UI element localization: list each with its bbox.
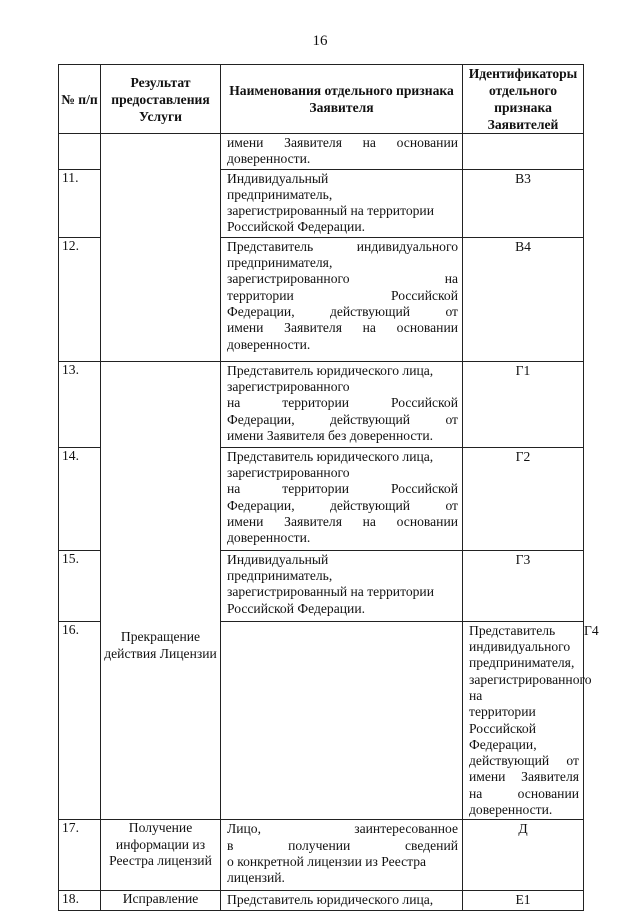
criterion-line: Представитель индивидуального [469,622,571,655]
table-row [59,134,584,170]
criterion-line: Представитель юридического лица, [227,448,434,464]
criterion-line: Представитель юридического лица, [227,362,434,378]
row-number: 16. [59,621,101,820]
header-num: № п/п [59,65,101,134]
row-number: 11. [59,169,101,237]
criterion-text [221,134,463,170]
header-row [59,65,584,134]
criterion-line: Индивидуальный [227,170,329,186]
criterion-line: имени Заявителя на основании [227,513,458,529]
table-row [59,361,584,447]
criterion-line: доверенности. [227,151,311,167]
criterion-line: имени Заявителя без доверенности. [227,427,434,443]
criterion-text [463,621,592,820]
result-termination: Прекращение действия Лицензии [101,361,221,820]
criterion-line: территории Российской [469,704,536,736]
page-number: 16 [312,33,328,49]
criterion-line: Представитель индивидуального [227,238,458,254]
identifier: Г3 [463,550,584,621]
criterion-line: на территории Российской [227,481,458,497]
criterion-text [221,820,463,891]
criterion-line: доверенности. [227,530,311,546]
criterion-line: имени Заявителя на основании [227,320,458,336]
criterion-line: Лицо, заинтересованное [227,821,458,837]
identifier: Д [463,820,584,891]
table-row [59,820,584,891]
criterion-line: территории Российской [227,287,458,303]
header-id: Идентификаторы отдельного признака Заявителей [463,65,584,134]
identifier: Г2 [463,447,584,550]
criterion-line: о конкретной лицензии из Реестра [227,853,427,869]
criterion-line: доверенности. [469,802,553,818]
applicant-criteria-table [58,64,599,911]
row-number [59,134,101,170]
table-row [59,891,584,911]
criterion-line: предприниматель, [227,568,333,584]
criterion-line: лицензий. [227,870,285,886]
row-number: 18. [59,891,101,911]
identifier: Г1 [463,361,584,447]
criterion-text [221,169,463,237]
criterion-text [221,891,463,911]
criterion-line: зарегистрированного [227,465,350,481]
criterion-line: Представитель юридического лица, [227,892,434,908]
result-cell-empty [221,621,463,820]
criterion-line: зарегистрированного на [227,271,458,287]
criterion-line: Федерации, действующий от [227,303,458,319]
row-number: 15. [59,550,101,621]
criterion-line: имени Заявителя на основании [469,769,579,801]
criterion-text [221,550,463,621]
criterion-line: зарегистрированный на территории [227,203,434,219]
identifier: Е1 [463,891,584,911]
criterion-line: Индивидуальный [227,551,329,567]
row-number: 14. [59,447,101,550]
criterion-line: зарегистрированного [227,379,350,395]
criterion-line: Федерации, действующий от [227,411,458,427]
header-name: Наименования отдельного признака Заявителя [221,65,463,134]
criterion-line: Федерации, действующий от [227,497,458,513]
row-number: 12. [59,237,101,361]
criterion-text [221,361,463,447]
row-number: 13. [59,361,101,447]
identifier [463,134,584,170]
criterion-text [221,237,463,361]
table-row: 16. Представитель индивидуального предпринимателя, зарегистрированного на территории Российской Федерации, действующий от имени Заявителя на основании доверенности. Г4 [59,621,584,820]
result-info: Получение информации из Реестра лицензий [101,820,221,891]
criterion-line: в получении сведений [227,837,458,853]
criterion-line: имени Заявителя на основании [227,135,458,150]
criterion-line: Российской Федерации. [227,600,365,616]
header-result: Результат предоставления Услуги [101,65,221,134]
criterion-line: зарегистрированного на [469,671,592,703]
criterion-line: зарегистрированный на территории [227,584,434,600]
identifier: В3 [463,169,584,237]
criterion-line: Российской Федерации. [227,219,365,235]
criterion-text [221,447,463,550]
criterion-line: предприниматель, [227,186,333,202]
result-cell-empty [101,134,221,362]
criterion-line: на территории Российской [227,395,458,411]
identifier: В4 [463,237,584,361]
row-number: 17. [59,820,101,891]
criterion-line: доверенности. [227,336,311,352]
criterion-line: предпринимателя, [227,255,333,271]
criterion-line: Федерации, действующий от [469,736,579,769]
result-correction: Исправление [101,891,221,911]
criterion-line: предпринимателя, [469,655,575,671]
